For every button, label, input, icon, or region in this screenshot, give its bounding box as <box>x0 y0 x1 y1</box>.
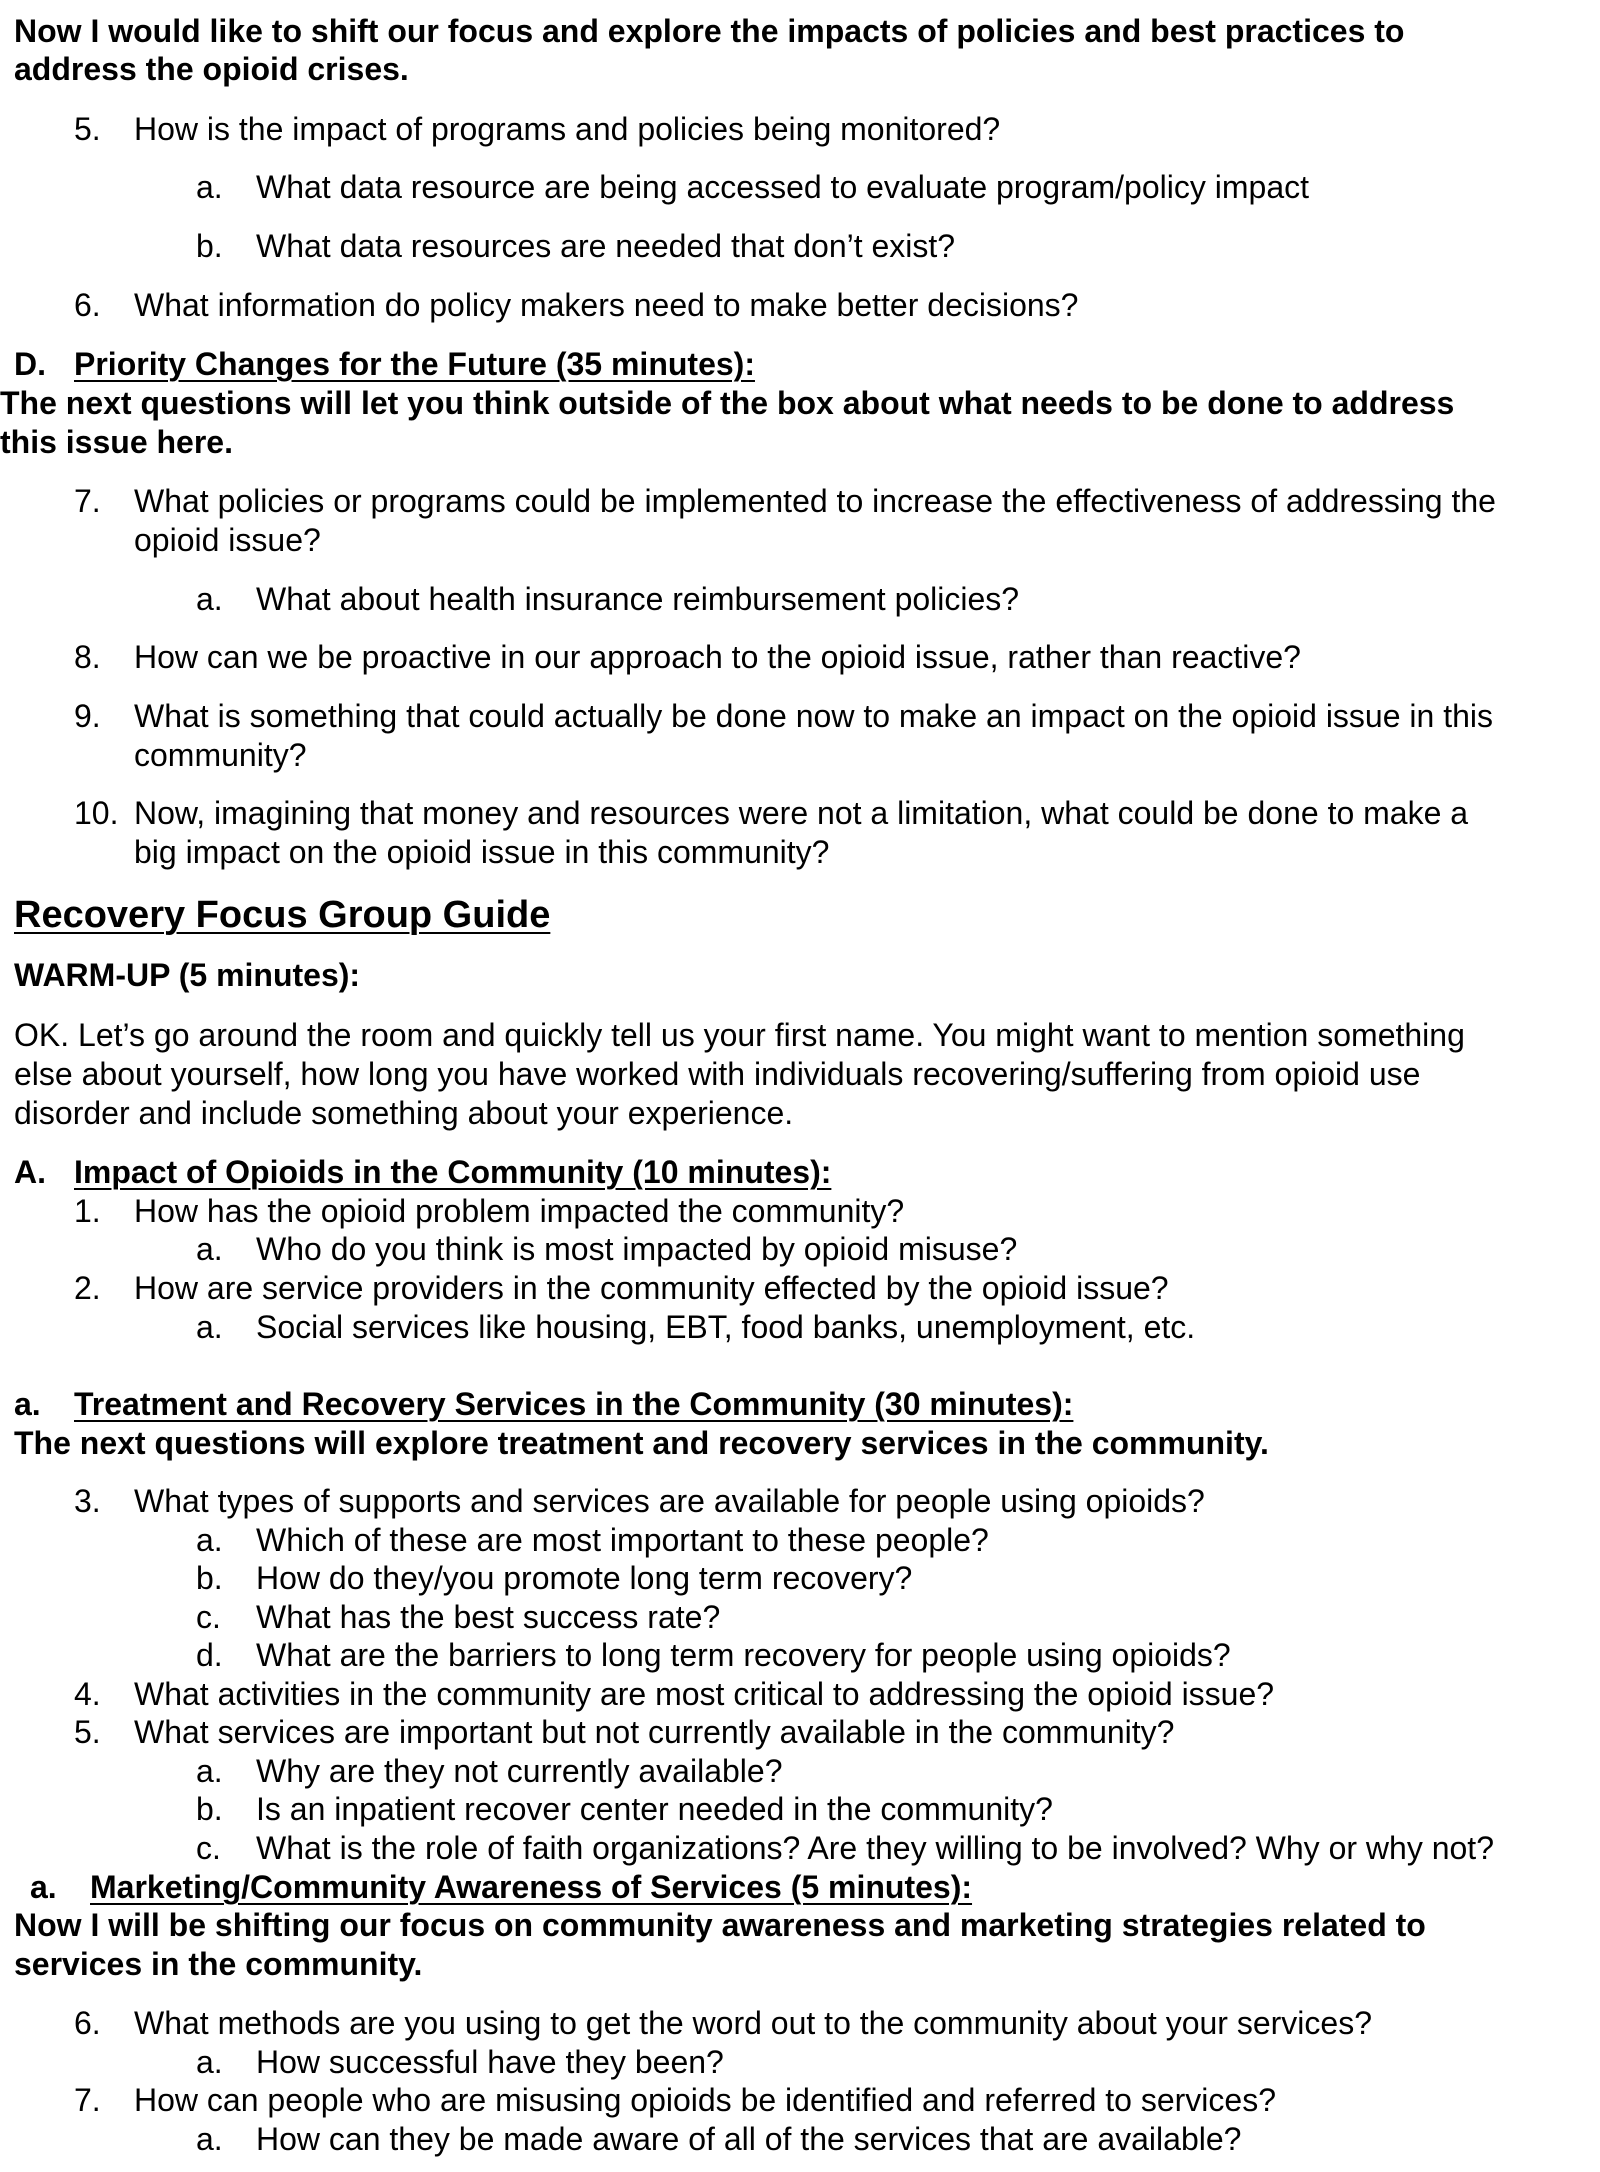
question-text: How are service providers in the community effected by the opioid issue? <box>134 1270 1169 1306</box>
sub-label: c. <box>196 1830 221 1866</box>
intro-line-1: Now I would like to shift our focus and explore the impacts of policies and best practices to <box>14 13 1405 49</box>
question-number: 10. <box>74 795 119 831</box>
sub-question-text: What about health insurance reimbursement policies? <box>256 581 1020 617</box>
question-number: 5. <box>74 1714 101 1750</box>
sub-label: b. <box>196 228 223 264</box>
sub-label: a. <box>196 1522 223 1558</box>
warmup-paragraph: disorder and include something about your experience. <box>14 1095 794 1131</box>
sub-question-text: Why are they not currently available? <box>256 1753 783 1789</box>
question-number: 7. <box>74 2082 101 2118</box>
sub-label: c. <box>196 1599 221 1635</box>
question-text: How can people who are misusing opioids be identified and referred to services? <box>134 2082 1276 2118</box>
question-text: How can we be proactive in our approach to the opioid issue, rather than reactive? <box>134 639 1301 675</box>
sub-label: b. <box>196 1791 223 1827</box>
sub-question-text: How do they/you promote long term recovery? <box>256 1560 913 1596</box>
warmup-paragraph: OK. Let’s go around the room and quickly tell us your first name. You might want to mention something <box>14 1017 1465 1053</box>
section-heading: Priority Changes for the Future (35 minutes): <box>74 346 755 382</box>
sub-label: a. <box>196 1753 223 1789</box>
section-label: D. <box>14 346 46 382</box>
sub-question-text: What data resources are needed that don’t exist? <box>256 228 956 264</box>
sub-question-text: How successful have they been? <box>256 2044 724 2080</box>
sub-question-text: What has the best success rate? <box>256 1599 721 1635</box>
sub-label: a. <box>196 1309 223 1345</box>
section-description: services in the community. <box>14 1946 423 1982</box>
section-heading: Impact of Opioids in the Community (10 minutes): <box>74 1154 832 1190</box>
sub-label: a. <box>196 2044 223 2080</box>
sub-question-text: What is the role of faith organizations? Are they willing to be involved? Why or why not? <box>256 1830 1494 1866</box>
question-text: Now, imagining that money and resources were not a limitation, what could be done to make a <box>134 795 1469 831</box>
section-description: The next questions will let you think outside of the box about what needs to be done to address <box>0 385 1455 421</box>
sub-label: a. <box>196 169 223 205</box>
question-number: 4. <box>74 1676 101 1712</box>
sub-label: b. <box>196 1560 223 1596</box>
question-text: What information do policy makers need to make better decisions? <box>134 287 1079 323</box>
question-number: 1. <box>74 1193 101 1229</box>
section-description: The next questions will explore treatment and recovery services in the community. <box>14 1425 1269 1461</box>
question-number: 8. <box>74 639 101 675</box>
section-label: a. <box>14 1386 41 1422</box>
warmup-paragraph: else about yourself, how long you have worked with individuals recovering/suffering from opioid use <box>14 1056 1421 1092</box>
sub-label: a. <box>196 2121 223 2157</box>
section-description: this issue here. <box>0 424 233 460</box>
question-text-cont: opioid issue? <box>134 522 321 558</box>
sub-question-text: Social services like housing, EBT, food banks, unemployment, etc. <box>256 1309 1196 1345</box>
question-text: How is the impact of programs and policies being monitored? <box>134 111 1001 147</box>
section-heading: Marketing/Community Awareness of Services (5 minutes): <box>90 1869 973 1905</box>
section-description: Now I will be shifting our focus on community awareness and marketing strategies related to <box>14 1907 1426 1943</box>
section-heading: Treatment and Recovery Services in the Community (30 minutes): <box>74 1386 1074 1422</box>
guide-title: Recovery Focus Group Guide <box>14 894 551 936</box>
question-text-cont: community? <box>134 737 307 773</box>
question-text: What policies or programs could be implemented to increase the effectiveness of addressing the <box>134 483 1496 519</box>
question-number: 2. <box>74 1270 101 1306</box>
question-text: What is something that could actually be done now to make an impact on the opioid issue in this <box>134 698 1493 734</box>
question-number: 7. <box>74 483 101 519</box>
question-number: 9. <box>74 698 101 734</box>
sub-question-text: What are the barriers to long term recovery for people using opioids? <box>256 1637 1231 1673</box>
question-text: How has the opioid problem impacted the community? <box>134 1193 905 1229</box>
sub-label: a. <box>196 581 223 617</box>
sub-question-text: Who do you think is most impacted by opioid misuse? <box>256 1231 1018 1267</box>
question-number: 5. <box>74 111 101 147</box>
sub-label: a. <box>196 1231 223 1267</box>
section-label: a. <box>30 1869 57 1905</box>
question-text: What services are important but not currently available in the community? <box>134 1714 1175 1750</box>
question-text-cont: big impact on the opioid issue in this community? <box>134 834 830 870</box>
warmup-heading: WARM-UP (5 minutes): <box>14 957 361 993</box>
question-number: 6. <box>74 2005 101 2041</box>
sub-question-text: Is an inpatient recover center needed in the community? <box>256 1791 1053 1827</box>
sub-question-text: Which of these are most important to these people? <box>256 1522 989 1558</box>
question-text: What activities in the community are most critical to addressing the opioid issue? <box>134 1676 1275 1712</box>
sub-question-text: How can they be made aware of all of the services that are available? <box>256 2121 1242 2157</box>
intro-line-2: address the opioid crises. <box>14 51 409 87</box>
question-text: What methods are you using to get the word out to the community about your services? <box>134 2005 1372 2041</box>
question-number: 3. <box>74 1483 101 1519</box>
question-text: What types of supports and services are available for people using opioids? <box>134 1483 1205 1519</box>
question-number: 6. <box>74 287 101 323</box>
sub-question-text: What data resource are being accessed to evaluate program/policy impact <box>256 169 1309 205</box>
section-label: A. <box>14 1154 46 1190</box>
sub-label: d. <box>196 1637 223 1673</box>
